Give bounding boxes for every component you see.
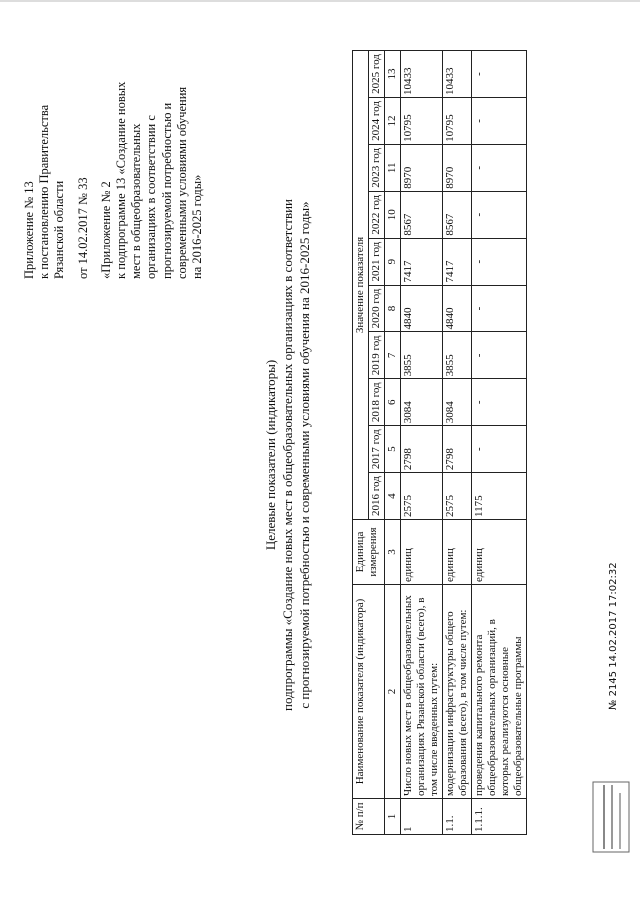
appendix-block xyxy=(22,34,205,279)
row-name: проведения капитального ремонта общеобразовательных организаций, в которых реализуются основные общеобразовательные программы xyxy=(472,585,527,799)
row-value: - xyxy=(472,97,527,144)
header-name: Наименование показателя (индикатора) xyxy=(353,585,385,799)
header-year: 2022 год xyxy=(369,191,385,238)
registration-stamp-icon xyxy=(592,781,630,853)
row-value: 10433 xyxy=(443,51,472,98)
table-row xyxy=(443,51,472,835)
row-value: 2575 xyxy=(443,473,472,520)
row-num: 1 xyxy=(401,799,443,835)
heading-subtitle: с прогнозируемой потребностью и современными условиями обучения на 2016-2025 годы» xyxy=(297,201,312,709)
appendix-line: современными условиями обучения xyxy=(174,86,189,279)
row-value: 2575 xyxy=(401,473,443,520)
header-year: 2018 год xyxy=(369,379,385,426)
appendix-line: прогнозируемой потребностью и xyxy=(159,102,174,279)
column-number: 10 xyxy=(385,191,401,238)
appendix-line: на 2016-2025 годы» xyxy=(190,174,205,279)
heading-title: Целевые показатели (индикаторы) xyxy=(263,359,278,551)
row-value: - xyxy=(472,332,527,379)
row-value: - xyxy=(472,238,527,285)
row-value: 7417 xyxy=(443,238,472,285)
row-value: 8970 xyxy=(443,144,472,191)
row-value: 3084 xyxy=(443,379,472,426)
row-value: 3855 xyxy=(401,332,443,379)
row-value: - xyxy=(472,285,527,332)
appendix-line: Приложение № 13 xyxy=(22,181,36,279)
column-number: 3 xyxy=(385,520,401,585)
appendix-line: к подпрограмме 13 «Создание новых xyxy=(114,81,129,279)
appendix-line: Рязанской области xyxy=(52,180,67,279)
column-number: 6 xyxy=(385,379,401,426)
row-value: - xyxy=(472,144,527,191)
appendix-line: «Приложение № 2 xyxy=(98,181,113,279)
document-registration: № 2145 14.02.2017 17:02:32 xyxy=(608,562,619,710)
row-unit: единиц xyxy=(472,520,527,585)
row-value: 10795 xyxy=(401,97,443,144)
row-name: модернизации инфраструктуры общего образования (всего), в том числе путем: xyxy=(443,585,472,799)
row-value: - xyxy=(472,426,527,473)
column-number: 1 xyxy=(385,799,401,835)
indicators-table xyxy=(352,50,527,835)
row-num: 1.1.1. xyxy=(472,799,527,835)
row-value: 2798 xyxy=(401,426,443,473)
row-value: 8567 xyxy=(401,191,443,238)
row-unit: единиц xyxy=(443,520,472,585)
heading-subtitle: подпрограммы «Создание новых мест в общеобразовательных организациях в соответствии xyxy=(280,198,295,712)
header-num: № п/п xyxy=(353,799,385,835)
row-value: 10795 xyxy=(443,97,472,144)
header-year: 2020 год xyxy=(369,285,385,332)
row-value: 8970 xyxy=(401,144,443,191)
column-number: 9 xyxy=(385,238,401,285)
row-value: 4840 xyxy=(401,285,443,332)
row-value: 2798 xyxy=(443,426,472,473)
header-year: 2019 год xyxy=(369,332,385,379)
header-year: 2025 год xyxy=(369,51,385,98)
row-name: Число новых мест в общеобразовательных организациях Рязанской области (всего), в том числе введенных путем: xyxy=(401,585,443,799)
header-year: 2016 год xyxy=(369,473,385,520)
row-value: 10433 xyxy=(401,51,443,98)
column-number: 4 xyxy=(385,473,401,520)
table-row xyxy=(401,51,443,835)
column-number: 5 xyxy=(385,426,401,473)
row-value: 4840 xyxy=(443,285,472,332)
table-row xyxy=(472,51,527,835)
header-year: 2017 год xyxy=(369,426,385,473)
header-year: 2021 год xyxy=(369,238,385,285)
row-value: 3084 xyxy=(401,379,443,426)
appendix-line: мест в общеобразовательных xyxy=(129,123,144,279)
header-year: 2023 год xyxy=(369,144,385,191)
header-year: 2024 год xyxy=(369,97,385,144)
column-number: 11 xyxy=(385,144,401,191)
row-value: 7417 xyxy=(401,238,443,285)
column-number: 13 xyxy=(385,51,401,98)
column-number: 7 xyxy=(385,332,401,379)
appendix-line: организациях в соответствии с xyxy=(144,115,159,279)
page-heading xyxy=(262,155,313,755)
row-value: 1175 xyxy=(472,473,527,520)
row-num: 1.1. xyxy=(443,799,472,835)
appendix-line: от 14.02.2017 № 33 xyxy=(75,177,90,279)
header-unit: Единица измерения xyxy=(353,520,385,585)
row-value: 3855 xyxy=(443,332,472,379)
column-number: 12 xyxy=(385,97,401,144)
row-value: 8567 xyxy=(443,191,472,238)
row-value: - xyxy=(472,191,527,238)
column-number-row xyxy=(385,51,401,835)
column-number: 2 xyxy=(385,585,401,799)
appendix-line: к постановлению Правительства xyxy=(37,104,52,279)
row-value: - xyxy=(472,51,527,98)
column-number: 8 xyxy=(385,285,401,332)
row-value: - xyxy=(472,379,527,426)
row-unit: единиц xyxy=(401,520,443,585)
header-value: Значение показателя xyxy=(353,51,369,520)
